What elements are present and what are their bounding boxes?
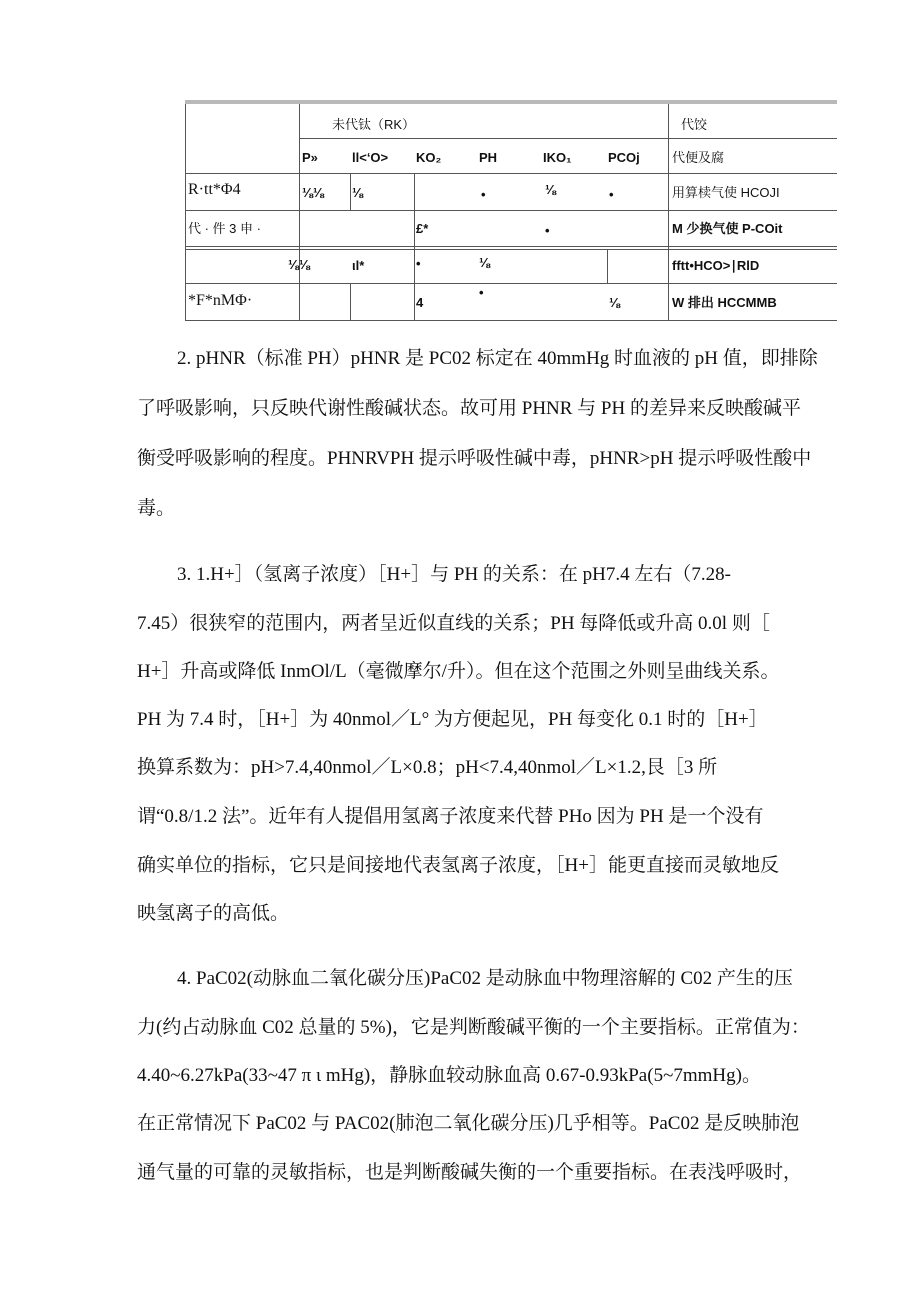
col-divider bbox=[414, 173, 415, 320]
row-divider bbox=[185, 246, 837, 247]
text-line: 力(约占动脉血 C02 总量的 5%)，它是判断酸碱平衡的一个主要指标。正常值为： bbox=[137, 1017, 810, 1038]
row3-c4: ⅛ bbox=[479, 255, 490, 270]
text-line: 确实单位的指标，它只是间接地代表氢离子浓度，［H+］能更直接而灵敏地反 bbox=[137, 855, 779, 876]
text-line: 在正常情况下 PaC02 与 PAC02(肺泡二氧化碳分压)几乎相等。PaC02 是反映肺泡 bbox=[137, 1113, 800, 1134]
col-divider bbox=[299, 104, 300, 320]
text-line: 谓“0.8/1.2 法”。近年有人提倡用氢离子浓度来代替 PHo 因为 PH 是一个没有 bbox=[137, 806, 764, 827]
row2-label: 代 · 件 3 申 · bbox=[188, 221, 261, 236]
table-bottom-rule bbox=[185, 320, 837, 321]
text-line: 通气量的可靠的灵敏指标，也是判断酸碱失衡的一个重要指标。在表浅呼吸时， bbox=[137, 1162, 803, 1183]
row-divider bbox=[185, 210, 837, 211]
table-top-rule bbox=[185, 100, 837, 104]
text-line: 换算系数为：pH>7.4,40nmol／L×0.8；pH<7.4,40nmol／L×1.2,艮［3 所 bbox=[137, 757, 718, 778]
row2-c3: £* bbox=[416, 221, 429, 236]
text-line: H+］升高或降低 InmOl/L（毫微摩尔/升）。但在这个范围之外则呈曲线关系。 bbox=[137, 661, 780, 682]
row1-c2: ⅛ bbox=[352, 185, 363, 200]
text-line: 了呼吸影响，只反映代谢性酸碱状态。故可用 PHNR 与 PH 的差异来反映酸碱平 bbox=[137, 398, 801, 419]
col-divider bbox=[350, 283, 351, 320]
col-header-ko2: KO₂ bbox=[416, 150, 442, 165]
row4-c4: • bbox=[479, 285, 484, 300]
row3-c1: ⅛⅛ bbox=[288, 257, 310, 272]
col-divider bbox=[185, 104, 186, 320]
header-uncompensated: 未代钛（RK） bbox=[332, 117, 416, 132]
text-line: 7.45）很狭窄的范围内，两者呈近似直线的关系；PH 每降低或升高 0.0l 则［ bbox=[137, 613, 770, 634]
col-header-pcoj: PCOj bbox=[608, 150, 640, 165]
row3-c2: ιl* bbox=[352, 258, 365, 273]
text-line: 毒。 bbox=[137, 498, 176, 519]
text-line: 3. 1.H+］（氢离子浓度）［H+］与 PH 的关系：在 pH7.4 左右（7.28- bbox=[177, 564, 731, 585]
col-header-compensation: 代便及腐 bbox=[672, 150, 725, 165]
row-divider bbox=[185, 249, 837, 250]
row-divider bbox=[185, 173, 837, 174]
text-line: 4. PaC02(动脉血二氧化碳分压)PaC02 是动脉血中物理溶解的 C02 产生的压 bbox=[177, 968, 793, 989]
text-line: 衡受呼吸影响的程度。PHNRVPH 提示呼吸性碱中毒，pHNR>pH 提示呼吸性酸中 bbox=[137, 448, 812, 469]
col-header-p: P» bbox=[302, 150, 318, 165]
header-compensated: 代饺 bbox=[681, 117, 708, 132]
row2-c5: • bbox=[545, 223, 550, 238]
row1-c4: • bbox=[481, 187, 486, 202]
row4-c6: ⅛ bbox=[609, 295, 620, 310]
row1-c7: 用算椟气使 HCOJI bbox=[672, 185, 780, 200]
row1-c5: ⅛ bbox=[545, 182, 556, 197]
row1-c6: • bbox=[609, 187, 614, 202]
row2-c7: M 少换气使 P-COit bbox=[672, 221, 783, 236]
row4-c3: 4 bbox=[416, 295, 424, 310]
col-divider bbox=[350, 173, 351, 210]
row1-c1: ⅛⅛ bbox=[302, 185, 324, 200]
text-line: 2. pHNR（标准 PH）pHNR 是 PC02 标定在 40mmHg 时血液的 pH 值，即排除 bbox=[177, 348, 818, 369]
row-divider bbox=[300, 138, 837, 139]
row-divider bbox=[185, 283, 837, 284]
text-line: PH 为 7.4 时，［H+］为 40nmol／L° 为方便起见，PH 每变化 0.1 时的［H+］ bbox=[137, 709, 768, 730]
acid-base-table bbox=[185, 100, 837, 321]
col-header-hco: ll<‘O> bbox=[352, 150, 389, 165]
col-divider bbox=[607, 249, 608, 283]
row3-c3: • bbox=[416, 256, 421, 271]
text-line: 4.40~6.27kPa(33~47 π ι mHg)，静脉血较动脉血高 0.67-0.93kPa(5~7mmHg)。 bbox=[137, 1065, 761, 1086]
col-divider bbox=[668, 104, 669, 320]
text-line: 映氢离子的高低。 bbox=[137, 903, 290, 924]
col-header-iko1: IKO₁ bbox=[543, 150, 572, 165]
row4-c7: W 排出 HCCMMB bbox=[672, 295, 777, 310]
col-header-ph: PH bbox=[479, 150, 498, 165]
row1-label: R·tt*Φ4 bbox=[188, 181, 241, 198]
row3-c7: fftt•HCO>∣RlD bbox=[672, 258, 760, 273]
row4-label: *F*nMΦ· bbox=[188, 292, 253, 309]
